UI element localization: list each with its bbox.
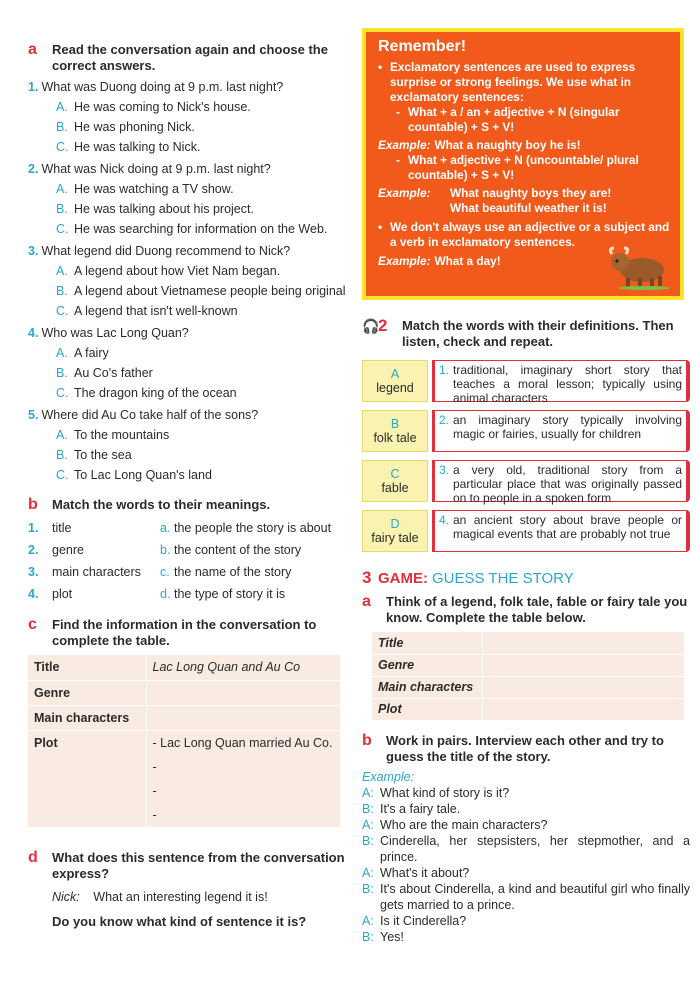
- dialogue-text: Is it Cinderella?: [380, 913, 467, 928]
- table-value[interactable]: [482, 676, 684, 698]
- quote: What an interesting legend it is!: [93, 889, 268, 904]
- question-number: 5.: [28, 408, 39, 422]
- option-letter: C.: [56, 468, 69, 482]
- definition-text: a very old, traditional story from a particular place that was originally passed on to people in a spoken form: [453, 463, 682, 505]
- question-number: 4.: [28, 326, 39, 340]
- option-letter: B.: [56, 284, 68, 298]
- question-list: [28, 78, 348, 485]
- table-row: [28, 680, 340, 705]
- option-text: He was searching for information on the Web.: [74, 222, 328, 236]
- section-c-instruction: Find the information in the conversation to complete the table.: [52, 617, 317, 648]
- definition-number: 1.: [439, 363, 450, 377]
- bullet-icon: •: [378, 220, 383, 234]
- option-text: A legend that isn't well-known: [74, 304, 238, 318]
- section-3-number: 3: [362, 568, 372, 587]
- question-text: What was Duong doing at 9 p.m. last night?: [41, 80, 284, 94]
- option-letter: B.: [56, 448, 68, 462]
- match-pair: [362, 410, 690, 452]
- match-table: [28, 517, 348, 605]
- plot-line: - Lac Long Quan married Au Co.: [152, 735, 333, 750]
- match-letter: b.: [160, 543, 171, 557]
- dialogue-line: [362, 801, 690, 817]
- question: [28, 242, 348, 261]
- table-key: Plot: [28, 730, 146, 827]
- definition-text: an imaginary story typically involving magic or fairies, usually for children: [453, 413, 682, 441]
- match-pair: [362, 510, 690, 552]
- section-d-instruction: What does this sentence from the conversation express?: [52, 849, 345, 881]
- speaker: A:: [362, 865, 374, 880]
- definition[interactable]: [432, 510, 690, 552]
- example-label-3: Example:: [378, 254, 431, 268]
- option[interactable]: [56, 97, 348, 117]
- word-tag[interactable]: [362, 360, 428, 402]
- speaker: A:: [362, 817, 374, 832]
- dialogue-text: Yes!: [380, 929, 404, 944]
- word-tag[interactable]: [362, 410, 428, 452]
- example-label-2: Example:: [378, 186, 431, 200]
- word-tag[interactable]: [362, 460, 428, 502]
- buffalo-icon: [604, 242, 674, 290]
- options-list: [56, 261, 348, 321]
- dialogue-line: [362, 913, 690, 929]
- option[interactable]: [56, 281, 348, 301]
- option-letter: C.: [56, 140, 69, 154]
- example-1: What a naughty boy he is!: [434, 138, 581, 152]
- option[interactable]: [56, 363, 348, 383]
- section-3b-letter: b: [362, 731, 372, 749]
- match-meaning: the type of story it is: [174, 587, 286, 601]
- table-value[interactable]: [482, 654, 684, 676]
- options-list: [56, 179, 348, 239]
- tag-letter: C: [390, 467, 400, 481]
- option-letter: A.: [56, 428, 68, 442]
- option-letter: A.: [56, 100, 68, 114]
- section-2: [362, 318, 690, 552]
- remember-bullet-1: Exclamatory sentences are used to express surprise or strong feelings. We use what in exclamatory sentences:: [390, 60, 636, 104]
- table-value[interactable]: [146, 705, 340, 730]
- dialogue-line: [362, 833, 690, 865]
- game-subtitle: GUESS THE STORY: [432, 569, 574, 587]
- match-letter: a.: [160, 521, 171, 535]
- tag-word: folk tale: [373, 431, 417, 445]
- question-text: What legend did Duong recommend to Nick?: [41, 244, 291, 258]
- dash-icon: -: [396, 153, 400, 167]
- option-text: He was talking to Nick.: [74, 140, 201, 154]
- tag-word: fable: [381, 481, 409, 495]
- speaker: Nick:: [52, 889, 80, 904]
- table-row: [372, 632, 684, 654]
- option[interactable]: [56, 445, 348, 465]
- option-letter: A.: [56, 264, 68, 278]
- match-number: 1.: [28, 521, 39, 535]
- dialogue-text: What kind of story is it?: [380, 785, 510, 800]
- match-number: 3.: [28, 565, 39, 579]
- option[interactable]: [56, 199, 348, 219]
- section-a: [28, 42, 348, 485]
- definition[interactable]: [432, 460, 690, 505]
- bullet-icon: •: [378, 60, 383, 74]
- speaker: B:: [362, 929, 374, 944]
- table-row: [28, 705, 340, 730]
- match-letter: c.: [160, 565, 170, 579]
- section-3a-letter: a: [362, 593, 371, 610]
- option[interactable]: [56, 261, 348, 281]
- table-key: Plot: [372, 698, 482, 720]
- options-list: [56, 425, 348, 485]
- section-2-number: 2: [378, 316, 388, 335]
- headphones-icon[interactable]: 🎧: [362, 318, 380, 334]
- remember-bullet-2: We don't always use an adjective or a subject and a verb in exclamatory sentences.: [390, 220, 670, 249]
- match-meaning: the people the story is about: [174, 521, 332, 535]
- question-number: 3.: [28, 244, 39, 258]
- dialogue-text: Who are the main characters?: [380, 817, 548, 832]
- option-letter: B.: [56, 120, 68, 134]
- definition-text: traditional, imaginary short story that teaches a moral lesson; typically using animal characters: [453, 363, 682, 405]
- section-b-instruction: Match the words to their meanings.: [52, 497, 271, 512]
- section-a-letter: a: [28, 41, 37, 58]
- table-row: [28, 730, 340, 827]
- table-row: [372, 698, 684, 720]
- section-d: [28, 850, 348, 929]
- tag-word: legend: [376, 381, 414, 395]
- table-row: [28, 655, 340, 680]
- dash-icon: -: [396, 105, 400, 119]
- remember-title: Remember!: [378, 38, 467, 55]
- example-3: What a day!: [434, 254, 501, 268]
- remember-rule-1: What + a / an + adjective + N (singular countable) + S + V!: [408, 105, 620, 134]
- option-text: A legend about how Viet Nam began.: [74, 264, 281, 278]
- option-text: He was watching a TV show.: [74, 182, 234, 196]
- question: [28, 78, 348, 97]
- match-pair: [362, 360, 690, 405]
- remember-box: [362, 28, 684, 300]
- option-text: To the mountains: [74, 428, 170, 442]
- question: [28, 406, 348, 425]
- section-b: [28, 497, 348, 605]
- option[interactable]: [56, 179, 348, 199]
- plot-line: -: [152, 759, 157, 774]
- option[interactable]: [56, 137, 348, 157]
- dialogue-text: It's a fairy tale.: [380, 801, 461, 816]
- option-text: Au Co's father: [74, 366, 153, 380]
- option-letter: B.: [56, 366, 68, 380]
- option-letter: C.: [56, 386, 69, 400]
- question-number: 2.: [28, 162, 39, 176]
- option-text: He was phoning Nick.: [74, 120, 195, 134]
- option-text: A legend about Vietnamese people being original: [74, 284, 346, 298]
- dialogue-text: Cinderella, her stepsisters, her stepmother, and a prince.: [380, 833, 690, 864]
- option[interactable]: [56, 425, 348, 445]
- dialogue-line: [362, 881, 690, 913]
- section-c-letter: c: [28, 616, 37, 633]
- match-meaning: the name of the story: [174, 565, 292, 579]
- speaker: B:: [362, 801, 374, 816]
- table-key: Title: [372, 632, 482, 654]
- option[interactable]: [56, 383, 348, 403]
- option-text: He was coming to Nick's house.: [74, 100, 251, 114]
- match-number: 2.: [28, 543, 39, 557]
- dialogue-line: [362, 817, 690, 833]
- definition-text: an ancient story about brave people or magical events that are probably not true: [453, 513, 682, 541]
- dialogue-text: It's about Cinderella, a kind and beautiful girl who finally gets married to a prince.: [380, 881, 690, 912]
- match-pair: [362, 460, 690, 505]
- table-key: Title: [28, 655, 146, 680]
- game-table: [372, 632, 684, 721]
- option[interactable]: [56, 219, 348, 239]
- right-column: [362, 28, 690, 945]
- section-3a-instruction: Think of a legend, folk tale, fable or fairy tale you know. Complete the table below.: [386, 594, 688, 625]
- table-key: Genre: [28, 680, 146, 705]
- option[interactable]: [56, 117, 348, 137]
- table-value[interactable]: [146, 680, 340, 705]
- definition-number: 3.: [439, 463, 450, 477]
- section-3: [362, 568, 690, 945]
- option-letter: A.: [56, 346, 68, 360]
- story-table: [28, 655, 340, 828]
- option-text: To Lac Long Quan's land: [74, 468, 212, 482]
- game-title: GAME:: [378, 569, 428, 587]
- match-word: genre: [52, 543, 84, 557]
- match-letter: d.: [160, 587, 171, 601]
- dialogue-line: [362, 785, 690, 801]
- section-2-instruction: Match the words with their definitions. Then listen, check and repeat.: [402, 318, 674, 349]
- tag-letter: D: [390, 517, 400, 531]
- question-text: What was Nick doing at 9 p.m. last night?: [41, 162, 271, 176]
- tag-letter: B: [390, 417, 400, 431]
- option-letter: C.: [56, 222, 69, 236]
- example-label-1: Example:: [378, 138, 431, 152]
- table-value[interactable]: [482, 698, 684, 720]
- definition-number: 2.: [439, 413, 450, 427]
- table-value[interactable]: Lac Long Quan and Au Co: [146, 655, 340, 680]
- options-list: [56, 343, 348, 403]
- option[interactable]: [56, 343, 348, 363]
- section-c: [28, 617, 348, 828]
- question-text: Where did Au Co take half of the sons?: [41, 408, 259, 422]
- option-letter: C.: [56, 304, 69, 318]
- match-word: plot: [52, 587, 73, 601]
- question: [28, 324, 348, 343]
- table-key: Main characters: [28, 705, 146, 730]
- question: [28, 160, 348, 179]
- tag-word: fairy tale: [371, 531, 419, 545]
- dialogue-text: What's it about?: [380, 865, 470, 880]
- match-pairs: [362, 360, 690, 552]
- example-2b: What beautiful weather it is!: [450, 201, 607, 215]
- definition-number: 4.: [439, 513, 450, 527]
- table-row: [372, 654, 684, 676]
- option-letter: B.: [56, 202, 68, 216]
- speaker: B:: [362, 833, 374, 848]
- section-a-instruction: Read the conversation again and choose the correct answers.: [52, 42, 328, 73]
- table-key: Main characters: [372, 676, 482, 698]
- option-text: A fairy: [74, 346, 109, 360]
- plot-line: -: [152, 783, 157, 798]
- match-number: 4.: [28, 587, 39, 601]
- table-value[interactable]: [146, 730, 340, 827]
- option-text: He was talking about his project.: [74, 202, 254, 216]
- match-word: title: [52, 521, 72, 535]
- question-text: Who was Lac Long Quan?: [41, 326, 189, 340]
- option[interactable]: [56, 301, 348, 321]
- table-row: [372, 676, 684, 698]
- dialogue: [362, 785, 690, 945]
- left-column: [28, 42, 348, 929]
- dialogue-line: [362, 865, 690, 881]
- option[interactable]: [56, 465, 348, 485]
- section-b-letter: b: [28, 496, 38, 513]
- word-tag[interactable]: [362, 510, 428, 552]
- table-key: Genre: [372, 654, 482, 676]
- option-text: To the sea: [74, 448, 132, 462]
- table-value[interactable]: [482, 632, 684, 654]
- section-3b-instruction: Work in pairs. Interview each other and try to guess the title of the story.: [386, 732, 664, 764]
- speaker: B:: [362, 881, 374, 896]
- example-2a: What naughty boys they are!: [450, 186, 612, 200]
- question-number: 1.: [28, 80, 39, 94]
- options-list: [56, 97, 348, 157]
- example-label: Example:: [362, 769, 415, 784]
- speaker: A:: [362, 785, 374, 800]
- dialogue-line: [362, 929, 690, 945]
- plot-line: -: [152, 807, 157, 822]
- section-d-letter: d: [28, 848, 38, 866]
- speaker: A:: [362, 913, 374, 928]
- definition[interactable]: [432, 410, 690, 452]
- tag-letter: A: [390, 367, 400, 381]
- option-text: The dragon king of the ocean: [74, 386, 237, 400]
- remember-rule-2: What + adjective + N (uncountable/ plural countable) + S + V!: [408, 153, 639, 182]
- match-meaning: the content of the story: [174, 543, 302, 557]
- match-word: main characters: [52, 565, 141, 579]
- question-d: Do you know what kind of sentence it is?: [52, 913, 307, 929]
- definition[interactable]: [432, 360, 690, 405]
- option-letter: A.: [56, 182, 68, 196]
